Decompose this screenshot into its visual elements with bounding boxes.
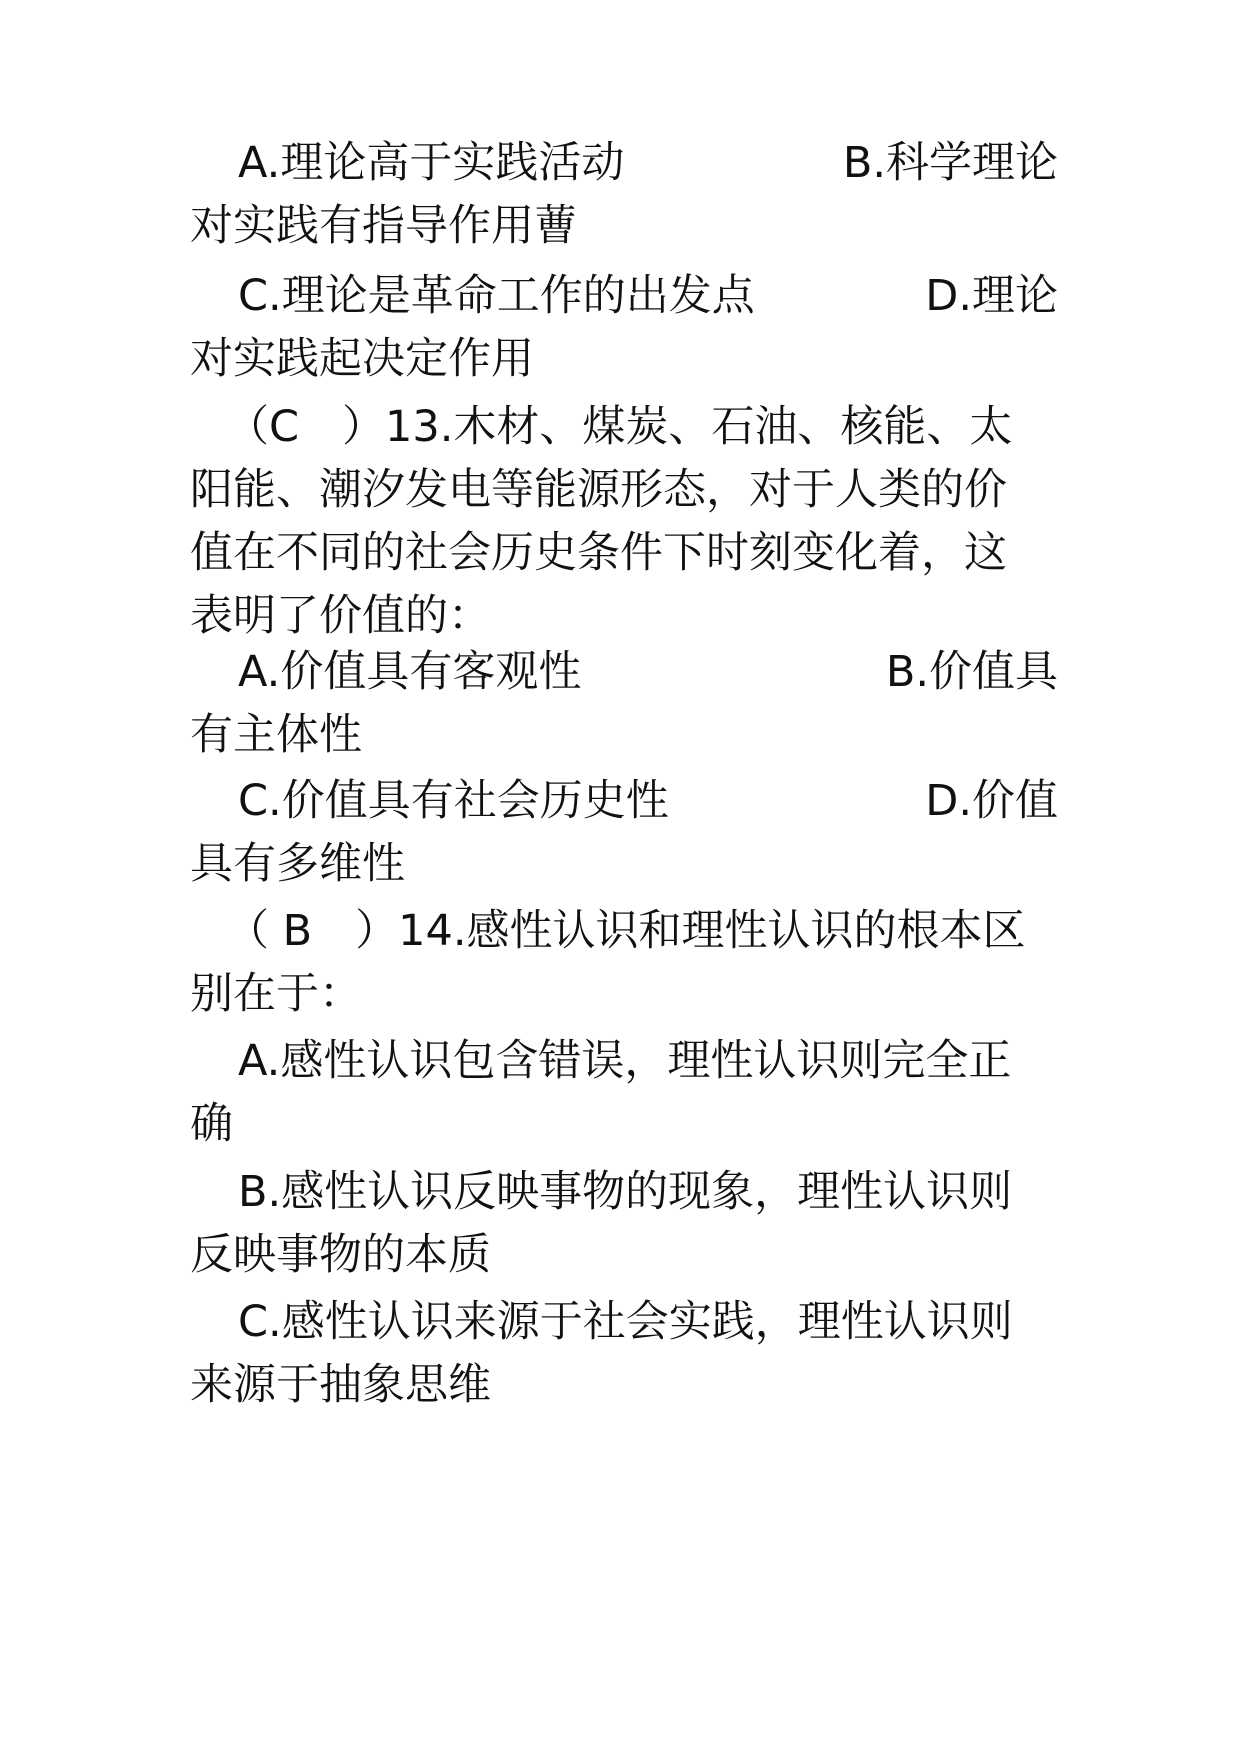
q13-option-a: A.价值具有客观性	[238, 647, 582, 697]
q14-option-a	[190, 1030, 1058, 1156]
q12-options-ab	[190, 132, 1058, 258]
q13-options-ab	[190, 641, 1058, 767]
q14-option-b-line-1: B.感性认识反映事物的现象，理性认识则	[238, 1167, 1013, 1217]
q13-option-d-start: D.价值	[925, 776, 1058, 826]
q14-option-a-line-2: 确	[190, 1099, 233, 1149]
q13-stem-line-2: 阳能、潮汐发电等能源形态，对于人类的价	[190, 465, 1007, 515]
q14-option-b-line-2: 反映事物的本质	[190, 1230, 491, 1280]
q13-stem	[190, 396, 1058, 648]
q13-options-cd	[190, 770, 1058, 896]
q14-option-a-line-1: A.感性认识包含错误，理性认识则完全正	[238, 1036, 1012, 1086]
q13-option-b-end: 有主体性	[190, 710, 362, 760]
q13-option-d-end: 具有多维性	[190, 839, 405, 889]
q14-option-c-line-2: 来源于抽象思维	[190, 1360, 491, 1410]
q12-option-a: A.理论高于实践活动	[238, 138, 625, 188]
q14-option-c-line-1: C.感性认识来源于社会实践，理性认识则	[238, 1297, 1013, 1347]
q12-option-d-end: 对实践起决定作用	[190, 334, 534, 384]
q14-stem-line-2: 别在于：	[190, 969, 362, 1019]
q12-option-c: C.理论是革命工作的出发点	[238, 271, 755, 321]
q13-stem-line-1: （C ）13.木材、煤炭、石油、核能、太	[226, 402, 1013, 452]
q13-stem-line-3: 值在不同的社会历史条件下时刻变化着，这	[190, 528, 1007, 578]
q13-option-c: C.价值具有社会历史性	[238, 776, 669, 826]
q14-stem	[190, 900, 1058, 1026]
q13-stem-line-4: 表明了价值的：	[190, 591, 491, 641]
q14-option-c	[190, 1291, 1058, 1417]
q12-option-b-end: 对实践有指导作用蓸	[190, 201, 577, 251]
q12-options-cd	[190, 265, 1058, 391]
q12-option-b-start: B.科学理论	[842, 138, 1058, 188]
q12-option-d-start: D.理论	[925, 271, 1058, 321]
q14-option-b	[190, 1161, 1058, 1287]
q14-stem-line-1: （ B ）14.感性认识和理性认识的根本区	[226, 906, 1026, 956]
q13-option-b-start: B.价值具	[885, 647, 1058, 697]
